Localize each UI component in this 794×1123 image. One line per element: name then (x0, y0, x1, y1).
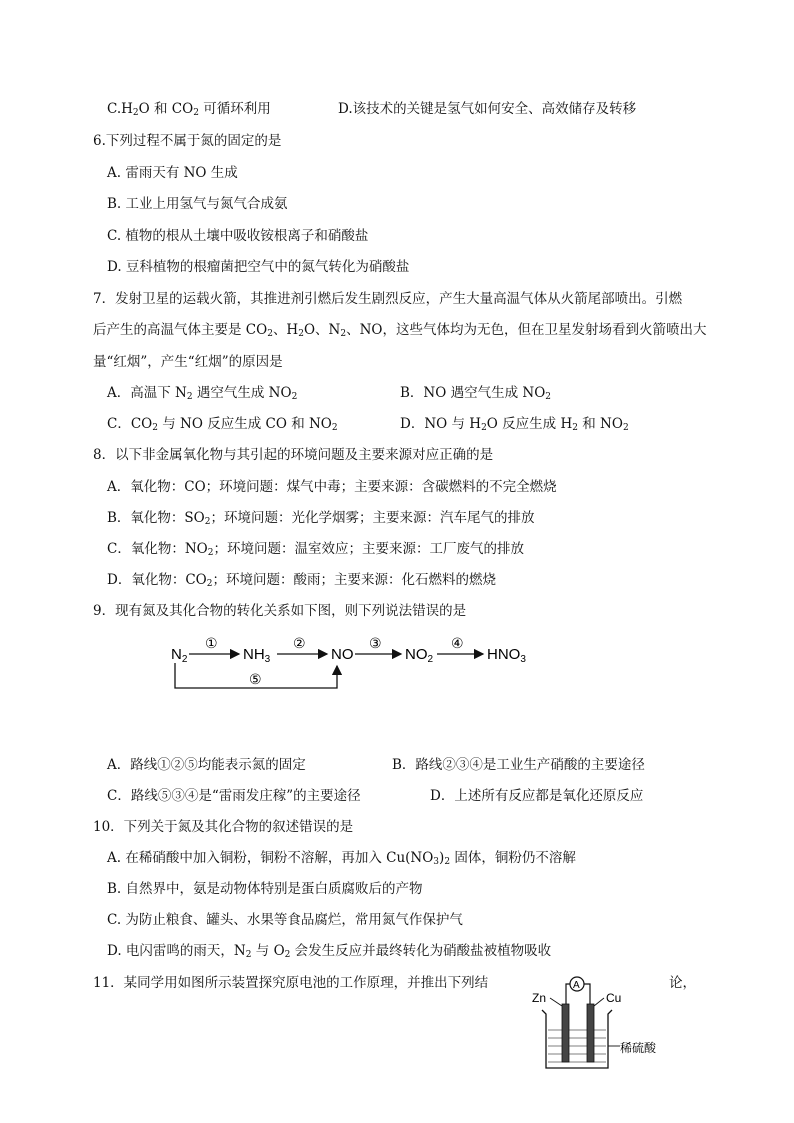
species-hno3: $HNO_3$ (487, 646, 526, 665)
ammeter-label: A (573, 980, 580, 991)
route-label-4: ④ (451, 635, 464, 651)
q8-option-b: B．氧化物：$SO_2$；环境问题：光化学烟雾；主要来源：汽车尾气的排放 (107, 510, 535, 527)
copper-electrode (587, 1004, 594, 1062)
nitrogen-conversion-diagram (165, 630, 555, 695)
q11-stem-end: 论， (669, 975, 696, 991)
solution-label: 稀硫酸 (620, 1041, 657, 1055)
route-label-1: ① (205, 635, 218, 651)
q6-option-d: D. 豆科植物的根瘤菌把空气中的氮气转化为硝酸盐 (107, 259, 410, 275)
q8-option-a: A．氧化物：CO；环境问题：煤气中毒；主要来源：含碳燃料的不完全燃烧 (107, 479, 557, 495)
q10-stem: 10．下列关于氮及其化合物的叙述错误的是 (93, 819, 354, 835)
species-no2: $NO_2$ (405, 646, 434, 665)
zinc-electrode (562, 1004, 569, 1062)
q5-option-c: $C.H_2O$ 和 $CO_2$ 可循环利用 (107, 101, 271, 118)
route-label-3: ③ (369, 635, 382, 651)
galvanic-cell-diagram (528, 974, 678, 1074)
q11-stem: 11．某同学用如图所示装置探究原电池的工作原理，并推出下列结 (93, 975, 489, 991)
q10-option-b: B. 自然界中，氨是动物体特别是蛋白质腐败后的产物 (107, 881, 423, 897)
q9-option-d: D．上述所有反应都是氧化还原反应 (430, 788, 644, 804)
q8-stem: 8．以下非金属氧化物与其引起的环境问题及主要来源对应正确的是 (93, 447, 494, 463)
q7-option-a: A．高温下 $N_2$ 遇空气生成 $NO_2$ (107, 385, 298, 402)
species-no: NO (331, 646, 354, 663)
q6-stem: 6.下列过程不属于氮的固定的是 (93, 133, 282, 149)
q6-option-b: B. 工业上用氢气与氮气合成氨 (107, 196, 288, 212)
q6-option-a: A. 雷雨天有 NO 生成 (107, 165, 238, 181)
q5-option-d: D.该技术的关键是氢气如何安全、高效储存及转移 (338, 101, 637, 117)
q10-option-d: D. 电闪雷鸣的雨天，$N_2$ 与 $O_2$ 会发生反应并最终转化为硝酸盐被植物吸收 (107, 943, 552, 960)
wire-right (584, 984, 590, 1004)
beaker (542, 1010, 612, 1068)
q9-option-a: A．路线①②⑤均能表示氮的固定 (107, 757, 306, 773)
q7-stem-line3: 量“红烟”，产生“红烟”的原因是 (93, 354, 283, 370)
q8-option-c: C．氧化物：$NO_2$；环境问题：温室效应；主要来源：工厂废气的排放 (107, 541, 524, 558)
route-label-5: ⑤ (249, 671, 262, 687)
species-nh3: $NH_3$ (243, 646, 271, 665)
solution-lines (548, 1030, 606, 1062)
q9-option-b: B．路线②③④是工业生产硝酸的主要途径 (392, 757, 645, 773)
q7-option-c: C．$CO_2$ 与 NO 反应生成 CO 和 $NO_2$ (107, 416, 338, 433)
q7-option-b: B．NO 遇空气生成 $NO_2$ (400, 385, 551, 402)
wire-left (566, 984, 570, 1004)
q9-stem: 9．现有氮及其化合物的转化关系如下图，则下列说法错误的是 (93, 603, 467, 619)
q10-option-c: C. 为防止粮食、罐头、水果等食品腐烂，常用氮气作保护气 (107, 912, 463, 928)
q7-stem-line2: 后产生的高温气体主要是 $CO_2$、$H_2O$、$N_2$、NO，这些气体均为无色，但在卫星发射场看到火箭喷出大 (93, 322, 707, 339)
q8-option-d: D．氧化物：$CO_2$；环境问题：酸雨；主要来源：化石燃料的燃烧 (107, 572, 496, 589)
q7-stem-line1: 7．发射卫星的运载火箭，其推进剂引燃后发生剧烈反应，产生大量高温气体从火箭尾部喷出。引燃 (93, 291, 683, 307)
q10-option-a: A. 在稀硝酸中加入铜粉，铜粉不溶解，再加入 $Cu(NO_3)_2$ 固体，铜粉仍不溶解 (107, 850, 576, 867)
copper-label: Cu (606, 991, 622, 1005)
zinc-label: Zn (532, 991, 547, 1005)
q9-option-c: C．路线⑤③④是“雷雨发庄稼”的主要途径 (107, 788, 361, 804)
q7-option-d: D．NO 与 $H_2O$ 反应生成 $H_2$ 和 $NO_2$ (400, 416, 629, 433)
route-label-2: ② (293, 635, 306, 651)
q6-option-c: C. 植物的根从土壤中吸收铵根离子和硝酸盐 (107, 228, 369, 244)
species-n2: $N_2$ (171, 646, 188, 665)
